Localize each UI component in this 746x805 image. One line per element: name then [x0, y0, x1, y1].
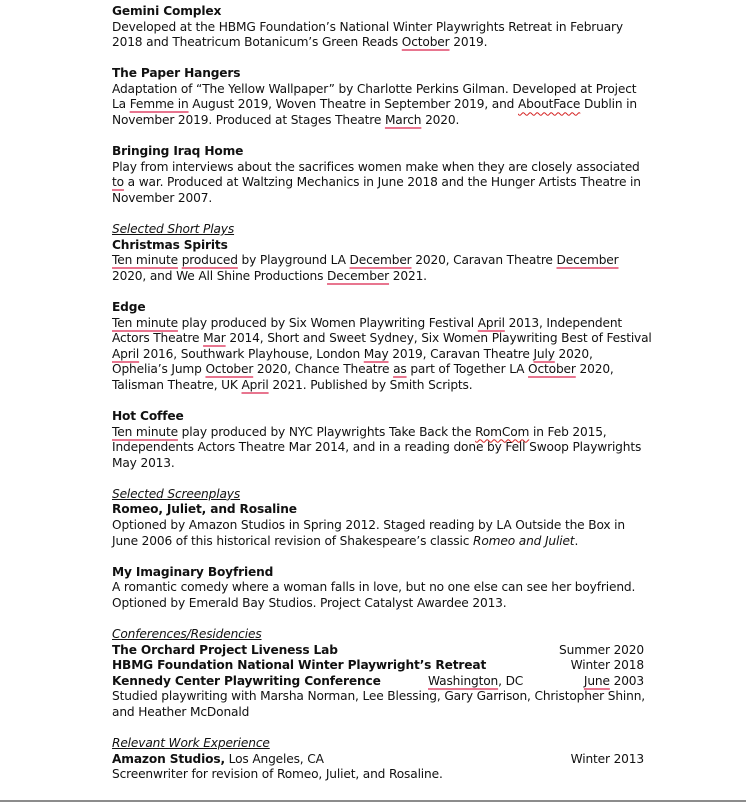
conferences-section: [112, 627, 652, 721]
play-description: Play from interviews about the sacrifices women make when they are closely associated to a war. Produced at Waltzing Mechanics in June 2018 and the Hunger Artists Theatre in November 2007.: [112, 159, 641, 205]
conference-note: Studied playwriting with Marsha Norman, Lee Blessing, Gary Garrison, Christopher Shinn, and Heather McDonald: [112, 689, 646, 719]
short-play-hot-coffee: [112, 409, 652, 471]
play-description: Ten minute play produced by NYC Playwrights Take Back the RomCom in Feb 2015, Independents Actors Theatre Mar 2014, and in a reading done by Fell Swoop Playwrights May 2013.: [112, 424, 642, 470]
play-description: Developed at the HBMG Foundation’s National Winter Playwrights Retreat in February 2018 and Theatricum Botanicum’s Green Reads October 2019.: [112, 19, 623, 50]
section-heading-conferences: Conferences/Residencies: [112, 627, 262, 641]
conference-row: [112, 643, 652, 659]
screenplay-description: A romantic comedy where a woman falls in love, but no one else can see her boyfriend. Optioned by Emerald Bay Studios. Project Catalyst Awardee 2013.: [112, 580, 636, 610]
screenplay-romeo-juliet-rosaline: [112, 487, 652, 549]
page-bottom-divider: [0, 800, 746, 802]
play-entry-gemini-complex: [112, 4, 652, 51]
play-entry-bringing-iraq-home: [112, 144, 652, 206]
work-employer-location: [112, 752, 324, 768]
screenplay-my-imaginary-boyfriend: [112, 565, 652, 612]
resume-page: [112, 4, 652, 798]
conference-row: [112, 658, 652, 674]
work-location: Los Angeles, CA: [224, 751, 324, 766]
screenplay-description: Optioned by Amazon Studios in Spring 2012. Staged reading by LA Outside the Box in June 2006 of this historical revision of Shakespeare’s classic Romeo and Juliet.: [112, 518, 625, 548]
short-play-edge: [112, 300, 652, 394]
conference-location: Washington, DC: [428, 673, 524, 688]
short-play-christmas-spirits: [112, 222, 652, 284]
work-experience-section: [112, 736, 652, 783]
section-heading-screenplays: Selected Screenplays: [112, 486, 241, 501]
conference-row: [112, 674, 652, 690]
grammar-mark: March: [384, 113, 422, 128]
conference-name: Kennedy Center Playwriting Conference: [112, 673, 381, 688]
work-row: [112, 752, 652, 768]
section-heading-work-experience: Relevant Work Experience: [112, 736, 270, 751]
conference-name: HBMG Foundation National Winter Playwright’s Retreat: [112, 658, 487, 673]
play-title: Bringing Iraq Home: [112, 144, 244, 159]
conference-date: Winter 2018: [570, 658, 644, 673]
conference-name: The Orchard Project Liveness Lab: [112, 642, 338, 657]
work-description: Screenwriter for revision of Romeo, Juliet, and Rosaline.: [112, 767, 443, 782]
play-entry-paper-hangers: [112, 66, 652, 128]
section-heading-short-plays: Selected Short Plays: [112, 222, 235, 237]
play-description: Ten minute produced by Playground LA December 2020, Caravan Theatre December 2020, and We All Shine Productions December 2021.: [112, 253, 619, 283]
grammar-mark: to: [112, 175, 124, 190]
conference-date: June 2003: [583, 673, 644, 688]
play-title: Gemini Complex: [112, 4, 222, 18]
play-title: The Paper Hangers: [112, 66, 241, 81]
grammar-mark: Femme in: [129, 97, 189, 112]
work-date: Winter 2013: [570, 751, 644, 766]
play-title: Hot Coffee: [112, 408, 184, 423]
play-title: Christmas Spirits: [112, 237, 228, 252]
screenplay-title: Romeo, Juliet, and Rosaline: [112, 502, 297, 517]
play-description: Adaptation of “The Yellow Wallpaper” by Charlotte Perkins Gilman. Developed at Project La Femme in August 2019, Woven Theatre in September 2019, and AboutFace Dublin in November 2019. Produced at Stages Theatre March 2020.: [112, 81, 637, 128]
play-description: Ten minute play produced by Six Women Playwriting Festival April 2013, Independent Actors Theatre Mar 2014, Short and Sweet Sydney, Six Women Playwriting Best of Festival April 2016, Southwark Playhouse, London May 2019, Caravan Theatre July 2020, Ophelia’s Jump October 2020, Chance Theatre as part of Together LA October 2020, Talisman Theatre, UK April 2021. Published by Smith Scripts.: [112, 315, 652, 392]
grammar-mark: October: [401, 35, 450, 50]
play-title: Edge: [112, 299, 146, 314]
screenplay-title: My Imaginary Boyfriend: [112, 564, 274, 579]
conference-date: Summer 2020: [559, 642, 644, 657]
work-employer: Amazon Studios,: [112, 751, 225, 766]
spelling-mark: AboutFace: [518, 97, 581, 112]
spelling-mark: RomCom: [475, 424, 530, 439]
